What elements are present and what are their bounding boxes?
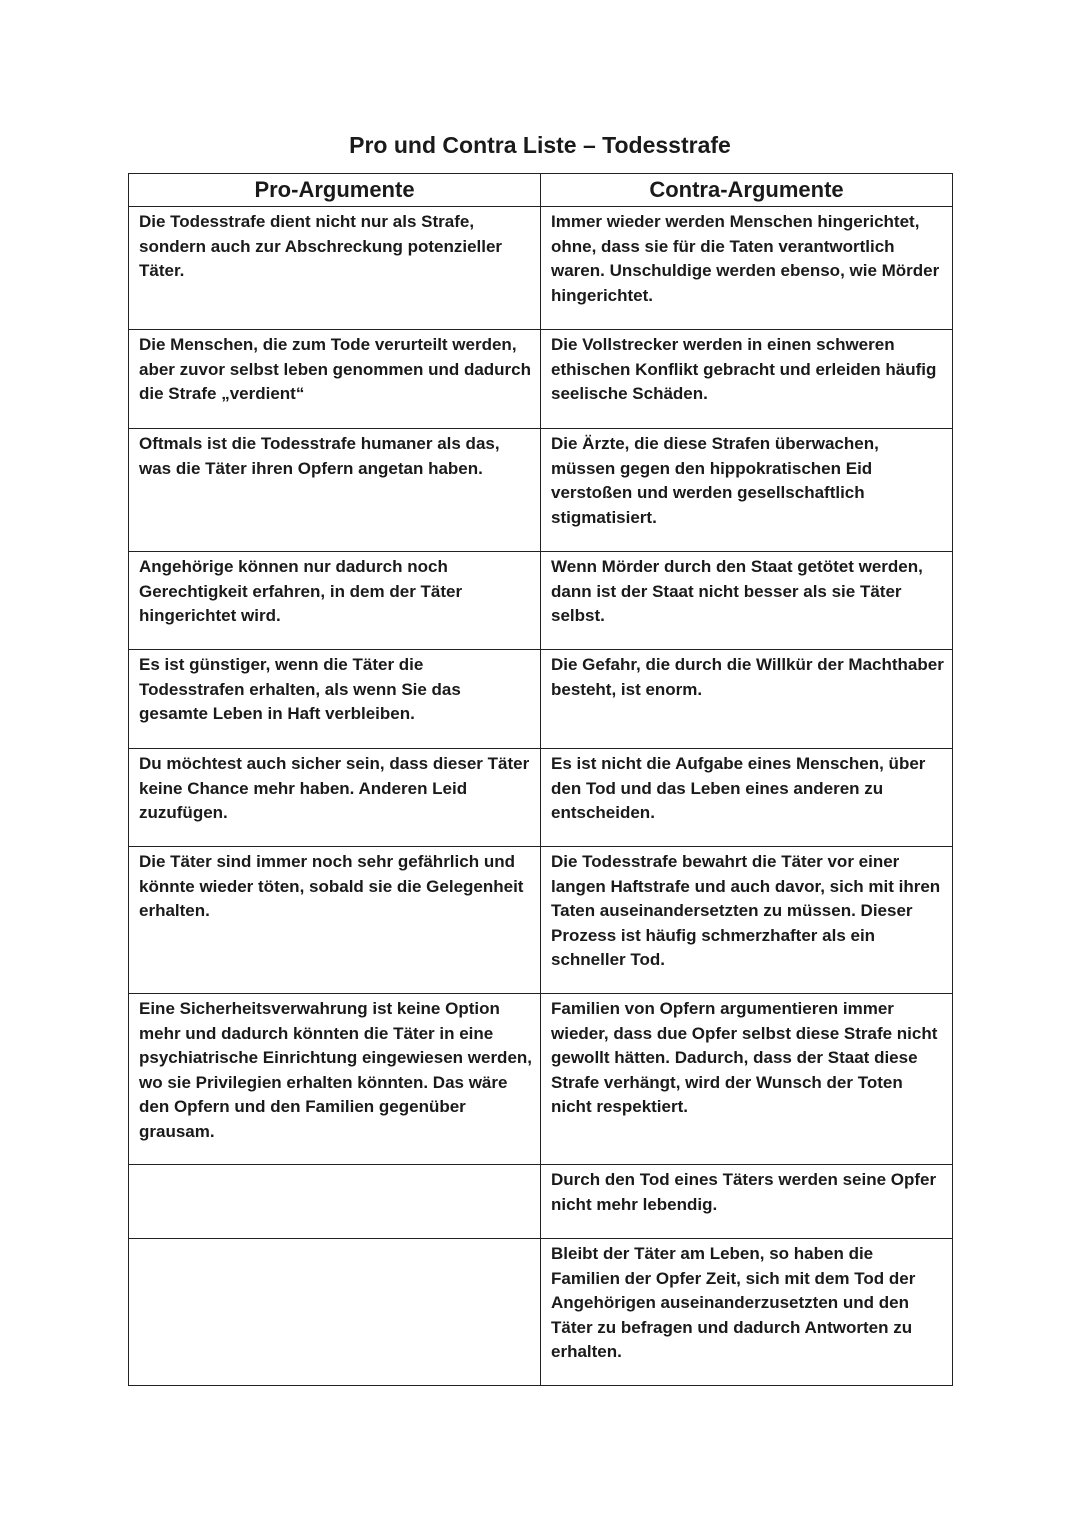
pro-argument [129,1165,541,1239]
pro-argument: Angehörige können nur dadurch noch Gerechtigkeit erfahren, in dem der Täter hingerichtet wird. [129,552,541,650]
pro-argument: Die Täter sind immer noch sehr gefährlich und könnte wieder töten, sobald sie die Gelegenheit erhalten. [129,847,541,994]
contra-argument: Wenn Mörder durch den Staat getötet werden, dann ist der Staat nicht besser als sie Täter selbst. [541,552,953,650]
table-row [129,1165,953,1239]
contra-argument: Es ist nicht die Aufgabe eines Menschen, über den Tod und das Leben eines anderen zu entscheiden. [541,749,953,847]
contra-argument: Immer wieder werden Menschen hingerichtet, ohne, dass sie für die Taten verantwortlich waren. Unschuldige werden ebenso, wie Mörder hingerichtet. [541,207,953,330]
pro-argument [129,1239,541,1386]
contra-argument: Die Gefahr, die durch die Willkür der Machthaber besteht, ist enorm. [541,650,953,749]
pro-argument: Die Menschen, die zum Tode verurteilt werden, aber zuvor selbst leben genommen und dadurch die Strafe „verdient“ [129,330,541,429]
table-header-row [129,174,953,207]
table-row [129,429,953,552]
contra-column-header: Contra-Argumente [541,174,953,207]
contra-argument: Die Ärzte, die diese Strafen überwachen, müssen gegen den hippokratischen Eid verstoßen und werden gesellschaftlich stigmatisiert. [541,429,953,552]
table-row [129,847,953,994]
contra-argument: Die Todesstrafe bewahrt die Täter vor einer langen Haftstrafe und auch davor, sich mit ihren Taten auseinandersetzten zu müssen. Dieser Prozess ist häufig schmerzhafter als ein schneller Tod. [541,847,953,994]
pro-argument: Die Todesstrafe dient nicht nur als Strafe, sondern auch zur Abschreckung potenzieller Täter. [129,207,541,330]
contra-argument: Familien von Opfern argumentieren immer wieder, dass due Opfer selbst diese Strafe nicht gewollt hätten. Dadurch, dass der Staat diese Strafe verhängt, wird der Wunsch der Toten nicht respektiert. [541,994,953,1165]
pro-argument: Du möchtest auch sicher sein, dass dieser Täter keine Chance mehr haben. Anderen Leid zuzufügen. [129,749,541,847]
table-row [129,994,953,1165]
pro-column-header: Pro-Argumente [129,174,541,207]
table-row [129,552,953,650]
contra-argument: Die Vollstrecker werden in einen schweren ethischen Konflikt gebracht und erleiden häufig seelische Schäden. [541,330,953,429]
pro-argument: Eine Sicherheitsverwahrung ist keine Option mehr und dadurch könnten die Täter in eine psychiatrische Einrichtung eingewiesen werden, wo sie Privilegien erhalten könnten. Das wäre den Opfern und den Familien gegenüber grausam. [129,994,541,1165]
table-row [129,330,953,429]
page-title: Pro und Contra Liste – Todesstrafe [349,132,731,158]
table-row [129,207,953,330]
contra-argument: Bleibt der Täter am Leben, so haben die Familien der Opfer Zeit, sich mit dem Tod der Angehörigen auseinanderzusetzten und den Täter zu befragen und dadurch Antworten zu erhalten. [541,1239,953,1386]
table-row [129,650,953,749]
pro-argument: Es ist günstiger, wenn die Täter die Todesstrafen erhalten, als wenn Sie das gesamte Leben in Haft verbleiben. [129,650,541,749]
pro-argument: Oftmals ist die Todesstrafe humaner als das, was die Täter ihren Opfern angetan haben. [129,429,541,552]
table-row [129,1239,953,1386]
table-row [129,749,953,847]
pro-contra-table [128,173,953,1386]
contra-argument: Durch den Tod eines Täters werden seine Opfer nicht mehr lebendig. [541,1165,953,1239]
